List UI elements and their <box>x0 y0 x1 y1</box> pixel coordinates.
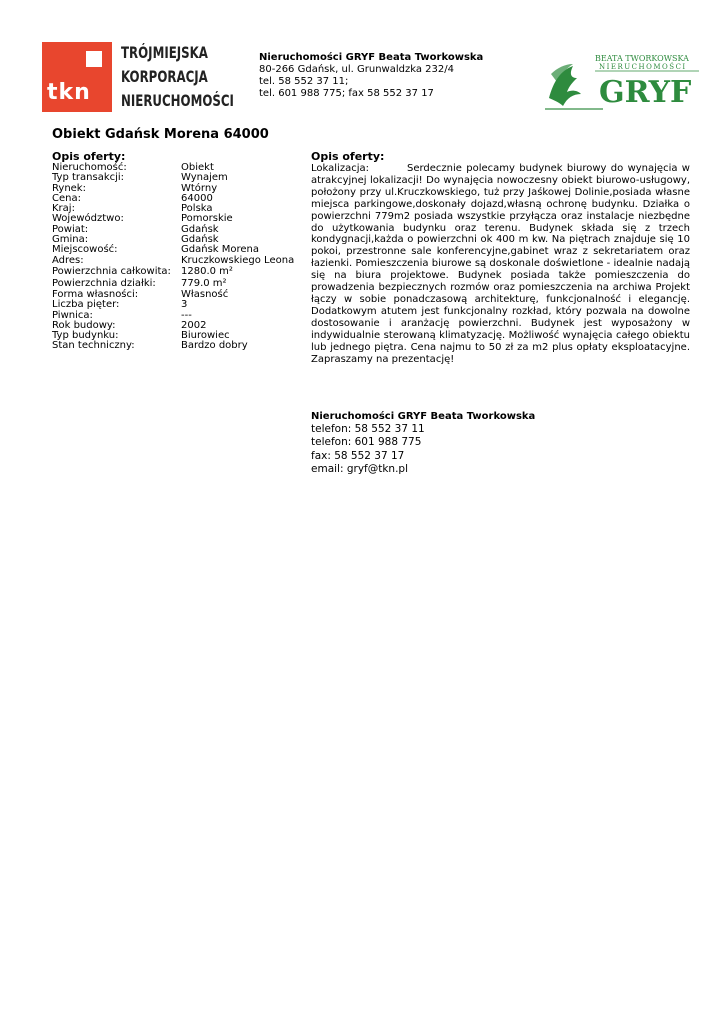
contact-fax: fax: 58 552 37 17 <box>311 449 405 462</box>
detail-key: Nieruchomość: <box>52 162 127 173</box>
detail-value: Obiekt <box>181 162 214 173</box>
logo-square-icon <box>86 51 102 67</box>
logo-tkn-text: tkn <box>47 80 91 105</box>
detail-value: 779.0 m² <box>181 277 227 289</box>
detail-key: Kraj: <box>52 203 75 215</box>
contact-block <box>311 410 535 476</box>
detail-key: Adres: <box>52 254 84 266</box>
detail-value: Gdańsk <box>181 223 219 235</box>
details-heading: Opis oferty: <box>52 150 126 163</box>
logo-company-name <box>121 41 251 113</box>
detail-value: --- <box>181 309 192 321</box>
detail-value: Własność <box>181 288 229 300</box>
detail-value: 1280.0 m² <box>181 265 233 277</box>
detail-key: Typ transakcji: <box>52 172 125 184</box>
griffin-icon <box>545 64 603 110</box>
detail-value: Gdańsk Morena <box>181 244 259 256</box>
offer-description <box>311 150 690 365</box>
page-title: Obiekt Gdańsk Morena 64000 <box>52 127 269 142</box>
detail-key: Piwnica: <box>52 309 93 321</box>
description-body: Serdecznie polecamy budynek biurowy do wynajęcia w atrakcyjnej lokalizacji! Do wynajęcia nowoczesny obiekt biurowo-usługowy, położony przy ul.Kruczkowskiego, tuż przy Jaśkowej Dolinie,posiada własne miejsca parkingowe,doskonały dojazd,własną ochronę budynku. Działka o powierzchni 779m2 posiada wszystkie przyłącza oraz instalacje niezbędne do użytkowania budynku oraz terenu. Budynek składa się z trzech kondygnacji,każda o powierzchni ok 400 m kw. Na piętrach znajduje się 10 pokoi, przestronne sale konferencyjne,gabinet wraz z sekretariatem oraz łazienki. Pomieszczenia biurowe są doskonale doświetlone - idealnie nadają się na biura projektowe. Budynek posiada także pomieszczenia do prowadzenia bezpiecznych rozmów oraz pomieszczenia na archiwa Projekt łączy w sobie ponadczasową architekturę, funkcjonalność i elegancję. Dodatkowym atutem jest funkcjonalny rozkład, który pozwala na dowolne dostosowanie i aranżację powierzchni. Budynek jest wyposażony w indywidualnie sterowaną klimatyzację. Możliwość wynajęcia całego obiektu lub jednego piętra. Cena najmu to 50 zł za m2 plus opłaty eksploatacyjne. Zapraszamy na prezentację! <box>311 163 690 365</box>
detail-key: Typ budynku: <box>52 330 119 342</box>
contact-phone: telefon: 58 552 37 11 <box>311 423 425 436</box>
contact-name: Nieruchomości GRYF Beata Tworkowska <box>311 411 536 422</box>
detail-key: Forma własności: <box>52 288 139 300</box>
detail-row <box>52 341 292 351</box>
detail-key: Powiat: <box>52 223 89 235</box>
detail-value: Polska <box>181 203 213 215</box>
contact-phone: telefon: 601 988 775 <box>311 436 422 449</box>
description-label: Lokalizacja: <box>311 163 369 174</box>
logo-line: NIERUCHOMOŚCI <box>121 91 234 110</box>
description-heading: Opis oferty: <box>311 150 385 163</box>
detail-key: Rok budowy: <box>52 319 116 331</box>
gryf-sub-text: NIERUCHOMOŚCI <box>599 63 687 71</box>
detail-key: Powierzchnia całkowita: <box>52 265 171 277</box>
detail-key: Województwo: <box>52 213 124 225</box>
detail-value: 64000 <box>181 192 213 204</box>
detail-row <box>52 266 292 278</box>
agency-name: Nieruchomości GRYF Beata Tworkowska <box>259 52 484 63</box>
detail-value: Kruczkowskiego Leona <box>181 254 295 266</box>
detail-key: Rynek: <box>52 182 86 194</box>
detail-value: 2002 <box>181 319 207 331</box>
detail-value: Gdańsk <box>181 234 219 246</box>
detail-key: Miejscowość: <box>52 244 118 256</box>
logo-line: TRÓJMIEJSKA <box>121 43 208 62</box>
agency-address: 80-266 Gdańsk, ul. Grunwaldzka 232/4 <box>259 64 454 75</box>
tkn-logo <box>42 42 112 112</box>
detail-value: Bardzo dobry <box>181 340 248 352</box>
logo-line: KORPORACJA <box>121 67 208 86</box>
detail-row <box>52 194 292 204</box>
detail-row <box>52 184 292 194</box>
detail-row <box>52 173 292 183</box>
detail-value: 3 <box>181 299 188 311</box>
agency-header <box>259 52 483 100</box>
description-text <box>311 163 690 365</box>
detail-value: Pomorskie <box>181 213 233 225</box>
detail-value: Wtórny <box>181 182 218 194</box>
agency-phone-fax: tel. 601 988 775; fax 58 552 37 17 <box>259 88 434 99</box>
detail-key: Cena: <box>52 192 81 204</box>
offer-details <box>52 150 295 352</box>
contact-email[interactable]: email: gryf@tkn.pl <box>311 462 408 475</box>
detail-value: Wynajem <box>181 172 228 184</box>
gryf-logo <box>543 52 701 112</box>
detail-row <box>52 214 292 224</box>
detail-key: Gmina: <box>52 234 89 246</box>
detail-key: Liczba pięter: <box>52 299 120 311</box>
agency-phone: tel. 58 552 37 11; <box>259 76 349 87</box>
detail-row <box>52 254 295 266</box>
gryf-brand-text: GRYF <box>599 75 692 110</box>
detail-row <box>52 225 292 235</box>
detail-key: Stan techniczny: <box>52 340 135 352</box>
gryf-top-text: BEATA TWORKOWSKA <box>595 54 689 63</box>
detail-key: Powierzchnia działki: <box>52 277 156 289</box>
detail-value: Biurowiec <box>181 330 230 342</box>
